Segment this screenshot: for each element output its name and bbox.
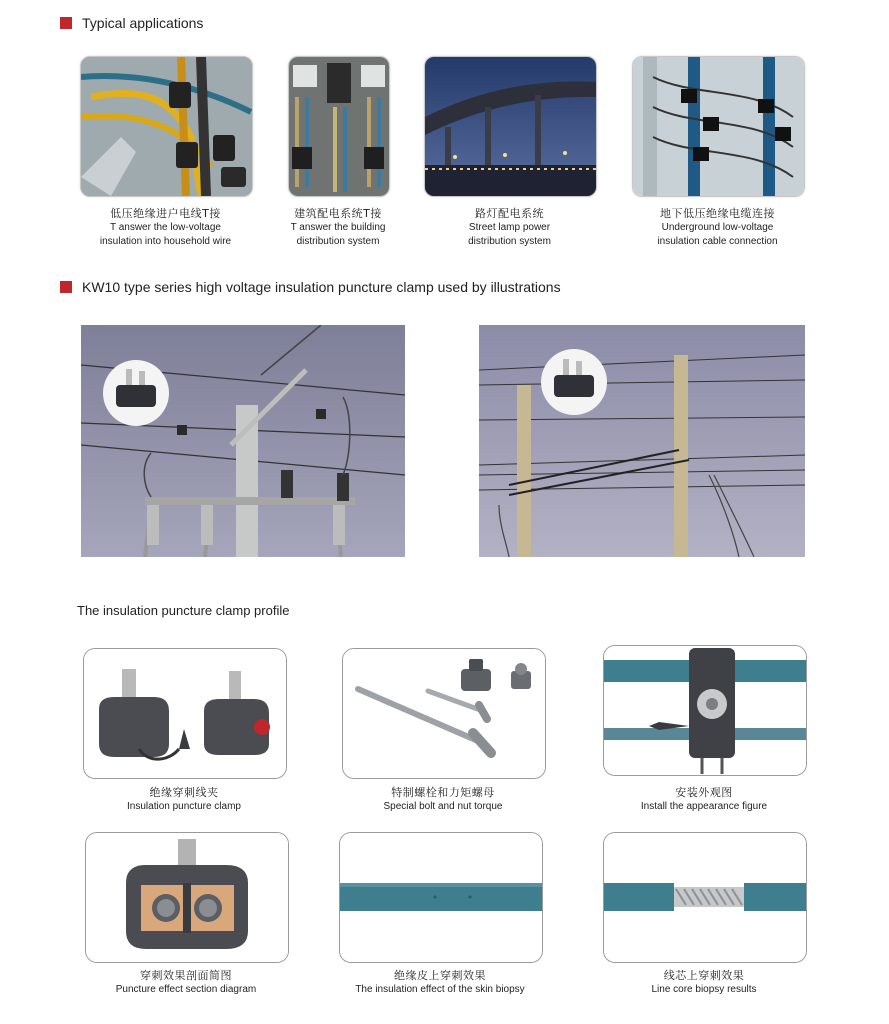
section-diagram (85, 832, 289, 963)
caption-cn: 特制螺栓和力矩螺母 (391, 786, 495, 799)
caption-en: Special bolt and nut torque (383, 801, 503, 812)
caption-profile-1 (83, 786, 285, 814)
caption-cn: 穿刺效果剖面简图 (140, 969, 232, 982)
caption-en-line2: insulation into household wire (99, 236, 232, 247)
caption-en-line1: Street lamp power (468, 222, 551, 233)
night-bridge-photo (424, 56, 597, 197)
puncture-clamp-product (83, 648, 287, 779)
insulated-cable-skin (339, 832, 543, 963)
caption-en: Insulation puncture clamp (127, 801, 241, 812)
utility-pole-with-clamp-inset (81, 325, 405, 557)
caption-cn: 地下低压绝缘电缆连接 (660, 207, 775, 220)
caption-app-2 (263, 207, 413, 249)
caption-en-line1: T answer the low-voltage (110, 222, 221, 233)
caption-en: Puncture effect section diagram (115, 984, 257, 995)
caption-app-1 (80, 207, 251, 249)
distribution-cabinet-photo (288, 56, 390, 197)
caption-en: Install the appearance figure (640, 801, 768, 812)
section-clamp-profile-title: The insulation puncture clamp profile (77, 603, 290, 618)
caption-en-line2: distribution system (468, 236, 551, 247)
caption-en-line1: T answer the building (290, 222, 386, 233)
caption-en: Line core biopsy results (651, 984, 757, 995)
caption-cn: 建筑配电系统T接 (294, 207, 382, 220)
caption-cn: 绝缘皮上穿刺效果 (394, 969, 486, 982)
caption-cn: 路灯配电系统 (475, 207, 544, 220)
section-marker-icon (60, 17, 72, 29)
caption-cn: 安装外观图 (675, 786, 733, 799)
caption-app-3 (424, 207, 595, 249)
stripped-cable-core (603, 832, 807, 963)
caption-cn: 绝缘穿刺线夹 (149, 786, 219, 799)
caption-en-line2: insulation cable connection (657, 236, 778, 247)
double-pole-line-with-clamp-inset (479, 325, 805, 557)
section-typical-applications (60, 15, 203, 31)
section-title: KW10 type series high voltage insulation puncture clamp used by illustrations (82, 279, 561, 295)
section-marker-icon (60, 281, 72, 293)
underground-cable-photo (632, 56, 805, 197)
section-kw10-illustrations (60, 279, 561, 295)
caption-profile-3 (603, 786, 805, 814)
caption-profile-5 (329, 969, 551, 997)
caption-profile-4 (85, 969, 287, 997)
caption-cn: 线芯上穿刺效果 (663, 969, 745, 982)
caption-app-4 (622, 207, 813, 249)
caption-en: The insulation effect of the skin biopsy (355, 984, 525, 995)
caption-cn: 低压绝缘进户电线T接 (110, 207, 221, 220)
section-title: Typical applications (82, 15, 204, 31)
installed-clamp-on-cable (603, 645, 807, 776)
bolt-and-torque-nut (342, 648, 546, 779)
cable-tap-photo (80, 56, 253, 197)
caption-profile-6 (603, 969, 805, 997)
caption-profile-2 (342, 786, 544, 814)
caption-en-line1: Underground low-voltage (661, 222, 774, 233)
caption-en-line2: distribution system (296, 236, 380, 247)
